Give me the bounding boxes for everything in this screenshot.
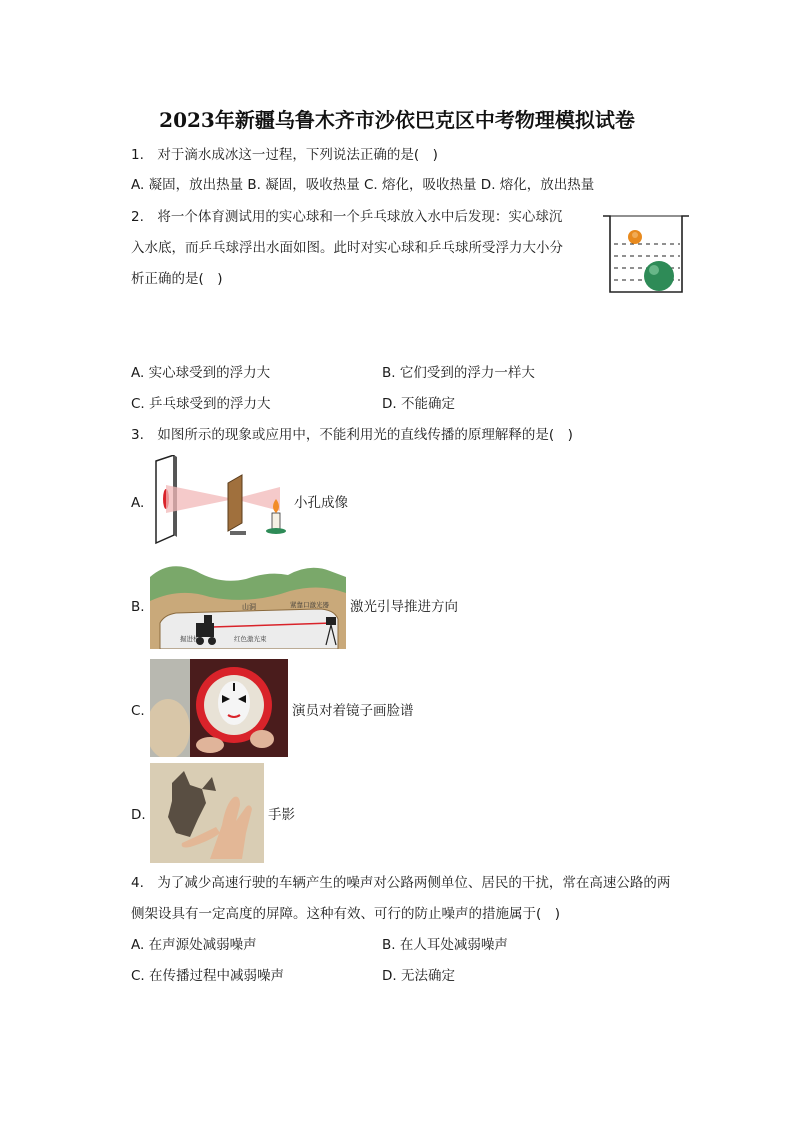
tunnel-label-mountain: 山洞: [242, 603, 256, 611]
q2-option-b: B. 它们受到的浮力一样大: [382, 365, 535, 381]
q3-option-b-caption: 激光引导推进方向: [350, 599, 458, 615]
q4-option-b: B. 在人耳处减弱噪声: [382, 937, 508, 953]
q3-option-d-letter: D.: [131, 807, 146, 823]
solid-ball: [644, 261, 674, 291]
pinhole-image: [150, 455, 290, 547]
q4-option-d: D. 无法确定: [382, 968, 455, 984]
beaker-image: [600, 210, 692, 298]
q2-stem-line-1: 2. 将一个体育测试用的实心球和一个乒乓球放入水中后发现：实心球沉: [131, 209, 563, 225]
q2-option-d: D. 不能确定: [382, 396, 455, 412]
q3-option-c-letter: C.: [131, 703, 145, 719]
q4-stem-line-1: 4. 为了减少高速行驶的车辆产生的噪声对公路两侧单位、居民的干扰，常在高速公路的两: [131, 875, 671, 891]
q2-option-a: A. 实心球受到的浮力大: [131, 365, 271, 381]
q3-option-d-caption: 手影: [268, 807, 295, 823]
q2-stem-line-2: 入水底，而乒乓球浮出水面如图。此时对实心球和乒乓球所受浮力大小分: [131, 240, 563, 256]
q1-options: A. 凝固，放出热量 B. 凝固，吸收热量 C. 熔化，吸收热量 D. 熔化，放出热量: [131, 177, 595, 193]
q3-option-b-letter: B.: [131, 599, 145, 615]
q1-stem: 1. 对于滴水成冰这一过程，下列说法正确的是( ): [131, 147, 438, 163]
q2-option-c: C. 乒乓球受到的浮力大: [131, 396, 271, 412]
q3-option-a-caption: 小孔成像: [294, 495, 348, 511]
q3-option-a-letter: A.: [131, 495, 145, 511]
q2-stem-line-3: 析正确的是( ): [131, 271, 223, 287]
q3-option-c-caption: 演员对着镜子画脸谱: [292, 703, 414, 719]
q4-option-c: C. 在传播过程中减弱噪声: [131, 968, 285, 984]
tunnel-label-beam: 红色激光束: [234, 635, 267, 643]
tunnel-label-machine: 掘进机: [180, 635, 200, 643]
q3-stem: 3. 如图所示的现象或应用中，不能利用光的直线传播的原理解释的是( ): [131, 427, 573, 443]
q4-option-a: A. 在声源处减弱噪声: [131, 937, 257, 953]
page-title: 2023年新疆乌鲁木齐市沙依巴克区中考物理模拟试卷: [159, 108, 635, 132]
mirror-facepaint-image: [150, 659, 288, 757]
hand-shadow-image: [150, 763, 264, 863]
q4-stem-line-2: 侧架设具有一定高度的屏障。这种有效、可行的防止噪声的措施属于( ): [131, 906, 561, 922]
tunnel-laser-image: [150, 557, 346, 649]
tunnel-label-laser: 紧靠口激光器: [290, 601, 329, 609]
